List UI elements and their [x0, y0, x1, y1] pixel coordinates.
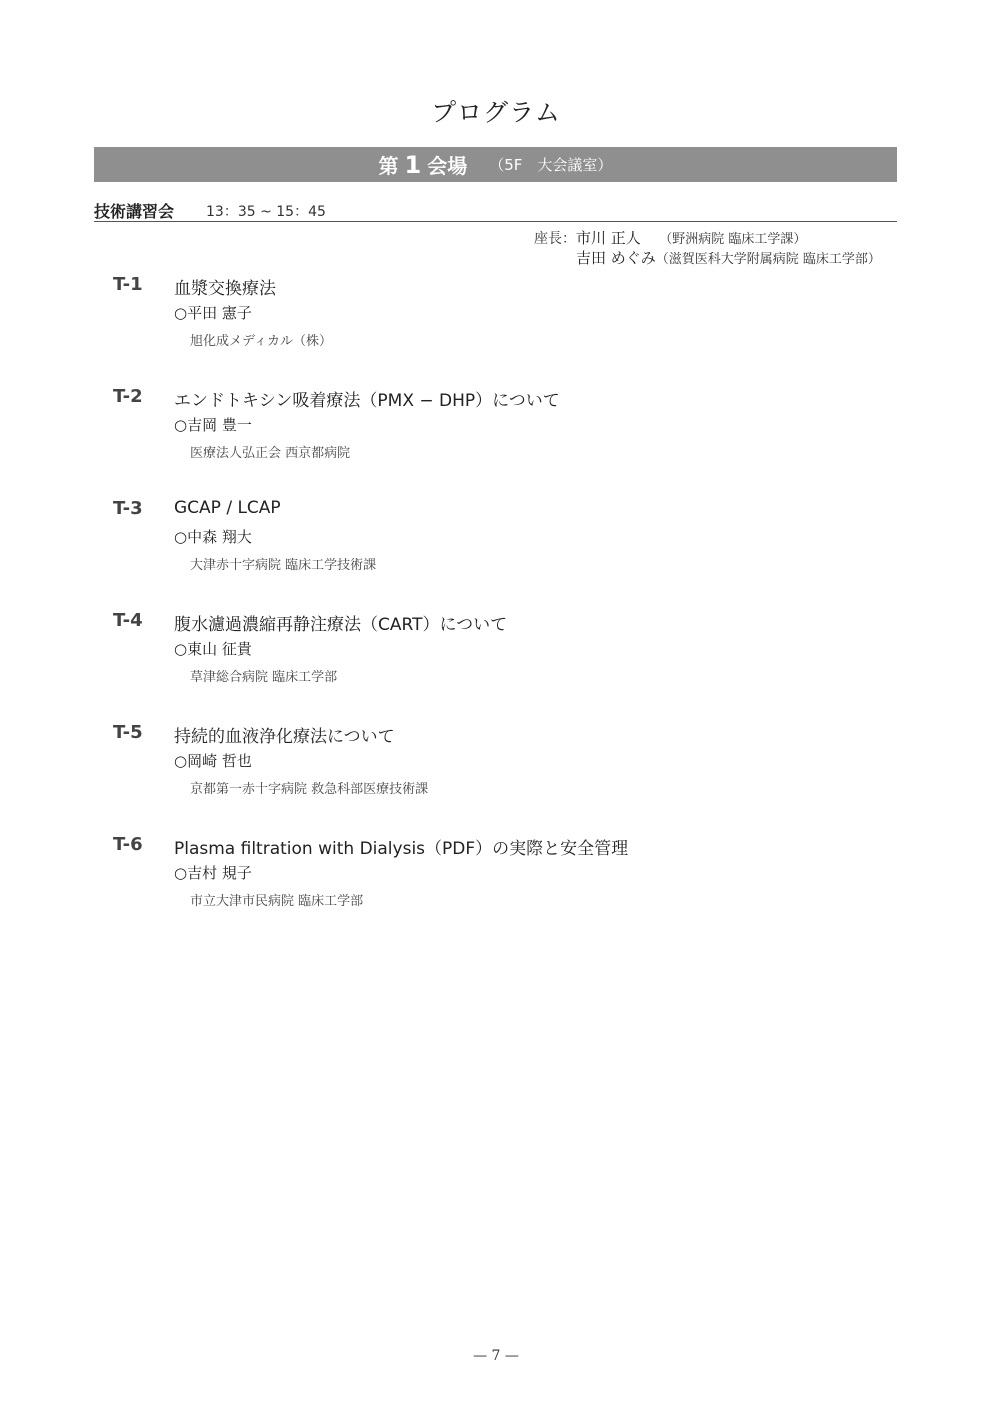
talk-id: T-1 — [113, 274, 143, 295]
chair-label: 座長： — [534, 231, 576, 247]
talk-id: T-3 — [113, 498, 143, 519]
chair-name: 市川 正人 — [576, 229, 641, 247]
talk-affiliation: 大津赤十字病院 臨床工学技術課 — [190, 558, 377, 573]
session-title: 技術講習会 — [94, 202, 175, 221]
talk-id: T-4 — [113, 610, 143, 631]
page-title: プログラム — [431, 98, 561, 127]
talk-affiliation: 京都第一赤十字病院 救急科部医療技術課 — [190, 782, 429, 797]
talk-speaker: ○東山 征貴 — [174, 640, 252, 658]
venue-location: （5F 大会議室） — [489, 156, 613, 174]
talk-affiliation: 市立大津市民病院 臨床工学部 — [190, 894, 364, 909]
venue-name — [379, 150, 468, 179]
talk-affiliation: 医療法人弘正会 西京都病院 — [190, 446, 351, 461]
page-number: — 7 — — [473, 1348, 519, 1364]
talk-title: Plasma filtration with Dialysis（PDF）の実際と安全管理 — [174, 839, 629, 859]
chair-row-1 — [534, 227, 806, 248]
chair-row-2 — [576, 247, 881, 268]
session-divider — [94, 221, 897, 222]
talk-id: T-2 — [113, 386, 143, 407]
venue-number: 1 — [404, 151, 422, 179]
talk-speaker: ○中森 翔大 — [174, 528, 252, 546]
talk-affiliation: 草津総合病院 臨床工学部 — [190, 670, 338, 685]
talk-title: 血漿交換療法 — [174, 279, 276, 299]
session-time: 13：35 ~ 15：45 — [206, 204, 326, 220]
chair-name: 吉田 めぐみ — [576, 249, 656, 267]
talk-id: T-5 — [113, 722, 143, 743]
talk-speaker: ○平田 憲子 — [174, 304, 252, 322]
venue-banner — [94, 147, 897, 182]
talk-speaker: ○吉村 規子 — [174, 864, 252, 882]
talk-affiliation: 旭化成メディカル（株） — [190, 334, 332, 349]
talk-title: 腹水濾過濃縮再静注療法（CART）について — [174, 615, 508, 635]
talk-title: 持続的血液浄化療法について — [174, 727, 395, 747]
talk-title: GCAP / LCAP — [174, 498, 281, 518]
chair-affiliation: （野洲病院 臨床工学課） — [659, 232, 807, 247]
talk-id: T-6 — [113, 834, 143, 855]
talk-speaker: ○吉岡 豊一 — [174, 416, 252, 434]
talk-speaker: ○岡崎 哲也 — [174, 752, 252, 770]
venue-prefix: 第 — [378, 154, 399, 178]
talk-title: エンドトキシン吸着療法（PMX − DHP）について — [174, 391, 560, 411]
venue-suffix: 会場 — [427, 154, 468, 178]
chair-affiliation: （滋賀医科大学附属病院 臨床工学部） — [655, 252, 881, 267]
